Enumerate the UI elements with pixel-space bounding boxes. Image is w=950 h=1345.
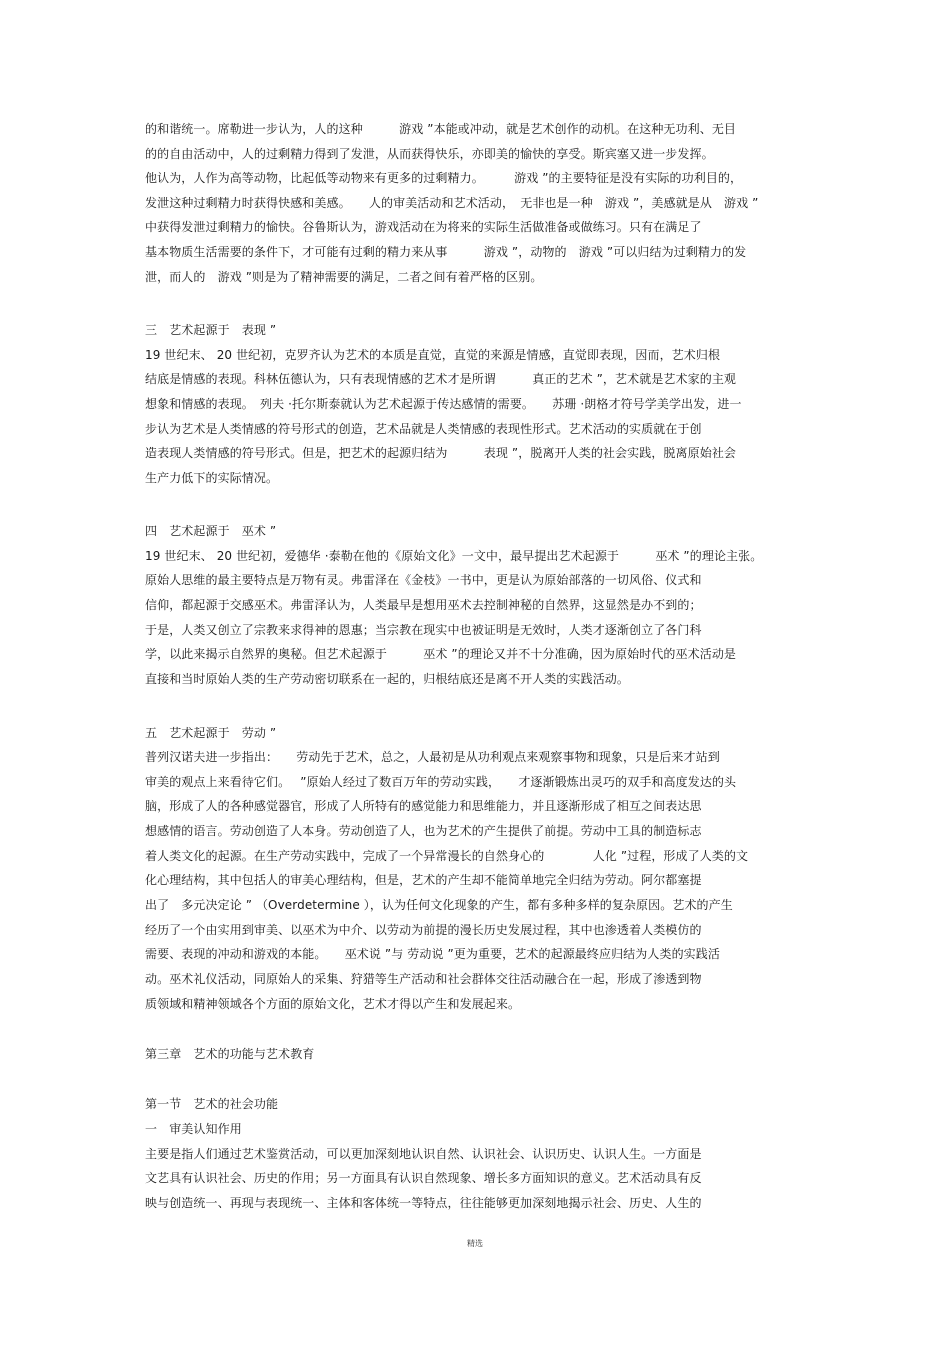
text-line: 结底是情感的表现。科林伍德认为，只有表现情感的艺术才是所谓 真正的艺术 ”，艺术就是艺术家的主观 xyxy=(145,372,737,386)
text-line: 发泄这种过剩精力时获得快感和美感。 人的审美活动和艺术活动， 无非也是一种 游戏 ”，美感就是从 游戏 ” xyxy=(145,196,759,210)
text-line: 学，以此来揭示自然界的奥秘。但艺术起源于 巫术 ”的理论又并不十分准确，因为原始时代的巫术活动是 xyxy=(145,647,737,661)
text-line: 步认为艺术是人类情感的符号形式的创造，艺术品就是人类情感的表现性形式。艺术活动的实质就在于创 xyxy=(145,422,702,436)
text-line: 出了 多元决定论 ” （Overdetermine ），认为任何文化现象的产生，都有多种多样的复杂原因。艺术的产生 xyxy=(145,898,733,912)
page-footer: 精选 xyxy=(467,1239,483,1248)
text-line: 经历了一个由实用到审美、以巫术为中介、以劳动为前提的漫长历史发展过程，其中也渗透着人类模仿的 xyxy=(145,923,702,937)
text-line: 第三章 艺术的功能与艺术教育 xyxy=(145,1047,315,1061)
text-line: 直接和当时原始人类的生产劳动密切联系在一起的，归根结底还是离不开人类的实践活动。 xyxy=(145,672,630,686)
text-line: 于是，人类又创立了宗教来求得神的恩惠；当宗教在现实中也被证明是无效时，人类才逐渐创立了各门科 xyxy=(145,623,702,637)
text-line: 生产力低下的实际情况。 xyxy=(145,471,279,485)
text-line: 信仰，都起源于交感巫术。弗雷泽认为，人类最早是想用巫术去控制神秘的自然界，这显然是办不到的； xyxy=(145,598,702,612)
text-line: 19 世纪末、 20 世纪初，克罗齐认为艺术的本质是直觉，直觉的来源是情感，直觉即表现，因而，艺术归根 xyxy=(145,348,721,362)
text-line: 想感情的语言。劳动创造了人本身。劳动创造了人，也为艺术的产生提供了前提。劳动中工具的制造标志 xyxy=(145,824,702,838)
text-line: 中获得发泄过剩精力的愉快。谷鲁斯认为，游戏活动在为将来的实际生活做准备或做练习。只有在满足了 xyxy=(145,220,702,234)
text-line: 五 艺术起源于 劳动 ” xyxy=(145,726,277,740)
text-line: 想象和情感的表现。 列夫 ·托尔斯泰就认为艺术起源于传达感情的需要。 苏珊 ·朗格才符号学美学出发，进一 xyxy=(145,397,742,411)
text-line: 文艺具有认识社会、历史的作用；另一方面具有认识自然现象、增长多方面知识的意义。艺术活动具有反 xyxy=(145,1171,702,1185)
text-line: 第一节 艺术的社会功能 xyxy=(145,1097,279,1111)
text-line: 的和谐统一。席勒进一步认为，人的这种 游戏 ”本能或冲动，就是艺术创作的动机。在这种无功利、无目 xyxy=(145,122,737,136)
text-line: 四 艺术起源于 巫术 ” xyxy=(145,524,277,538)
text-line: 审美的观点上来看待它们。 ”原始人经过了数百万年的劳动实践， 才逐渐锻炼出灵巧的双手和高度发达的头 xyxy=(145,775,737,789)
text-line: 化心理结构，其中包括人的审美心理结构，但是，艺术的产生却不能简单地完全归结为劳动。阿尔都塞提 xyxy=(145,873,702,887)
text-line: 造表现人类情感的符号形式。但是，把艺术的起源归结为 表现 ”，脱离开人类的社会实践，脱离原始社会 xyxy=(145,446,737,460)
text-line: 基本物质生活需要的条件下，才可能有过剩的精力来从事 游戏 ”，动物的 游戏 ”可以归结为过剩精力的发 xyxy=(145,245,747,259)
text-line: 19 世纪末、 20 世纪初，爱德华 ·泰勒在他的《原始文化》一文中，最早提出艺术起源于 巫术 ”的理论主张。 xyxy=(145,549,763,563)
text-line: 原始人思维的最主要特点是万物有灵。弗雷泽在《金枝》一书中，更是认为原始部落的一切风俗、仪式和 xyxy=(145,573,702,587)
text-line: 着人类文化的起源。在生产劳动实践中，完成了一个异常漫长的自然身心的 人化 ”过程，形成了人类的文 xyxy=(145,849,749,863)
text-line: 三 艺术起源于 表现 ” xyxy=(145,323,277,337)
text-line: 他认为，人作为高等动物，比起低等动物来有更多的过剩精力。 游戏 ”的主要特征是没有实际的功利目的， xyxy=(145,171,743,185)
text-line: 动。巫术礼仪活动，同原始人的采集、狩猎等生产活动和社会群体交往活动融合在一起，形成了渗透到物 xyxy=(145,972,702,986)
text-line: 质领域和精神领域各个方面的原始文化，艺术才得以产生和发展起来。 xyxy=(145,997,521,1011)
text-line: 需要、表现的冲动和游戏的本能。 巫术说 ”与 劳动说 ”更为重要，艺术的起源最终应归结为人类的实践活 xyxy=(145,947,720,961)
text-line: 映与创造统一、再现与表现统一、主体和客体统一等特点，往往能够更加深刻地揭示社会、历史、人生的 xyxy=(145,1196,702,1210)
text-line: 的的自由活动中，人的过剩精力得到了发泄，从而获得快乐，亦即美的愉快的享受。斯宾塞又进一步发挥。 xyxy=(145,147,714,161)
text-line: 泄，而人的 游戏 ”则是为了精神需要的满足，二者之间有着严格的区别。 xyxy=(145,270,543,284)
text-line: 主要是指人们通过艺术鉴赏活动，可以更加深刻地认识自然、认识社会、认识历史、认识人生。一方面是 xyxy=(145,1147,702,1161)
text-line: 脑，形成了人的各种感觉器官，形成了人所特有的感觉能力和思维能力，并且逐渐形成了相互之间表达思 xyxy=(145,799,702,813)
text-line: 普列汉诺夫进一步指出： 劳动先于艺术，总之，人最初是从功利观点来观察事物和现象，只是后来才站到 xyxy=(145,750,720,764)
text-line: 一 审美认知作用 xyxy=(145,1122,242,1136)
